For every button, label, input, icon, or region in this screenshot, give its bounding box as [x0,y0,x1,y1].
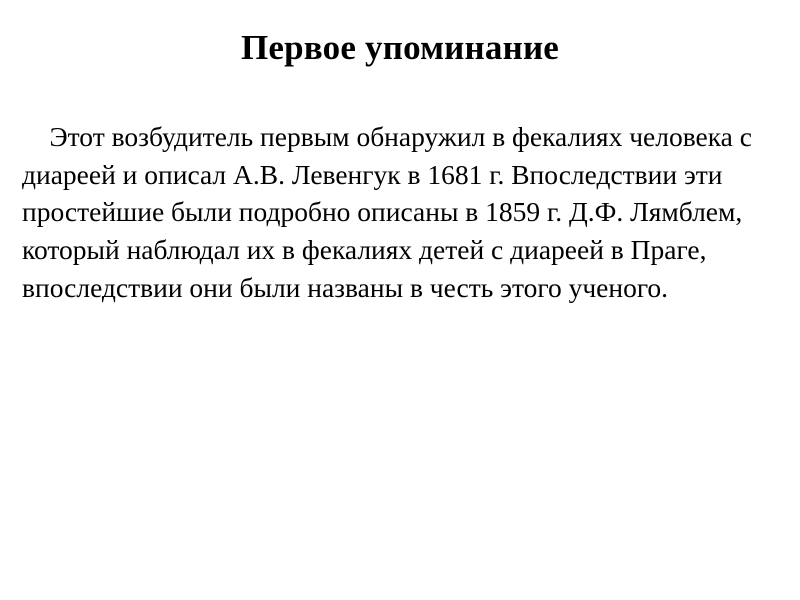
slide-body-text: Этот возбудитель первым обнаружил в фекалиях человека с диареей и описал А.В. Левенгук в 1681 г. Впоследствии эти простейшие были подробно описаны в 1859 г. Д.Ф. Лямблем, который наблюдал их в фекалиях детей с диареей в Праге, впоследствии они были названы в честь этого ученого. [22,121,759,303]
page-title: Первое упоминание [240,28,560,67]
